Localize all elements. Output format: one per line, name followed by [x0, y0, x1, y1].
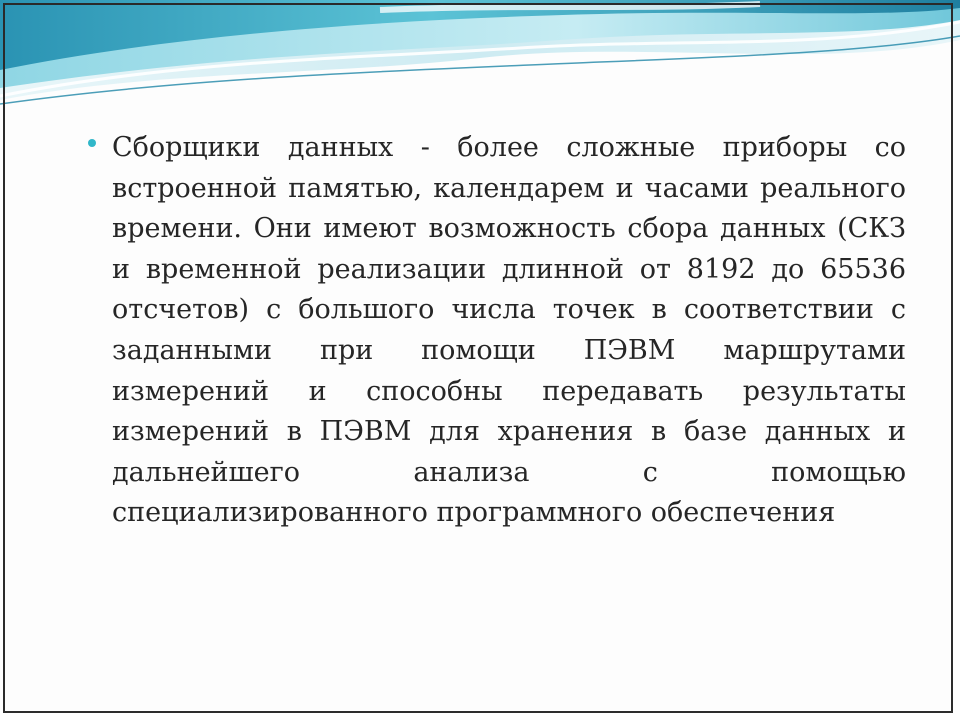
bullet-item	[88, 128, 906, 534]
bullet-dot-icon	[88, 139, 96, 147]
header-wave-decoration	[0, 0, 960, 130]
slide-body	[88, 128, 906, 534]
bullet-text: Сборщики данных - более сложные приборы со встроенной памятью, календарем и часами реального времени. Они имеют возможность сбора данных (СКЗ и временной реализации длинной от 8192 до 65536 отсчетов) с большого числа точек в соответствии с заданными при помощи ПЭВМ маршрутами измерений и способны передавать результаты измерений в ПЭВМ для хранения в базе данных и дальнейшего анализа с помощью специализированного программного обеспечения	[112, 132, 906, 529]
